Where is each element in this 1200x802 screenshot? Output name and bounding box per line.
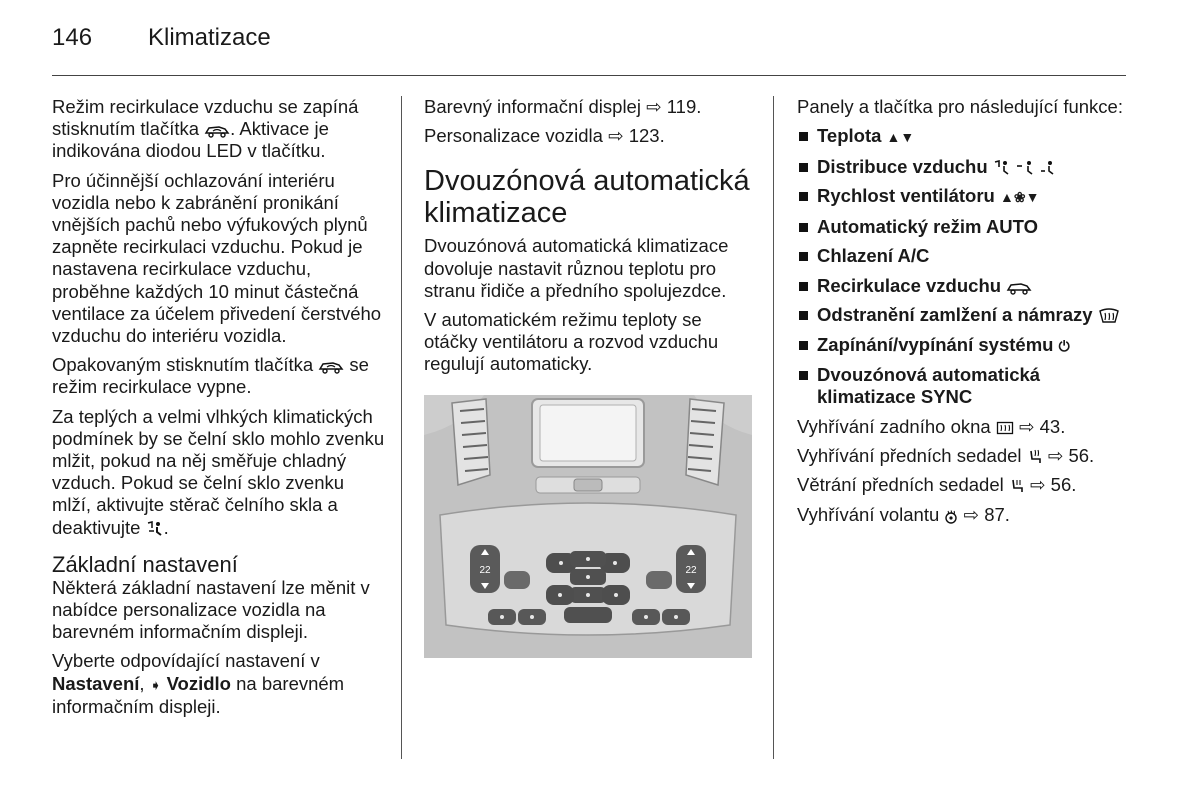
list-item-temperature: Teplota ▲▼ — [797, 125, 1127, 148]
column-divider-2 — [773, 96, 774, 759]
reference-rear-window-heating[interactable]: Vyhřívání zadního okna ⇨ 43. — [797, 415, 1066, 437]
menu-path-vehicle: Vozidlo — [166, 672, 231, 694]
paragraph-basic-settings: Některá základní nastavení lze měnit v nabídce personalizace vozidla na barevném informačním displeji. — [52, 576, 370, 643]
header-rule — [52, 75, 1126, 76]
page-ref-arrow-icon: ⇨ — [963, 503, 980, 525]
seat-ventilation-icon — [1009, 478, 1025, 494]
rear-window-heating-icon — [996, 421, 1014, 436]
page-ref-arrow-icon: ⇨ — [608, 125, 624, 147]
menu-path-settings: Nastavení — [52, 672, 140, 694]
page-ref-arrow-icon: ⇨ — [646, 96, 662, 117]
section-heading-dual-zone: Dvouzónová automatická klimatizace — [424, 165, 750, 230]
paragraph-fogging: Za teplých a velmi vlhkých klimatických podmínek by se čelní sklo mohlo zvenku mlžit, pokud na něj směřuje chladný vzduch. Pokud se čelní sklo zvenku mlží, aktivujte stěrač čelního skla a deaktivujte . — [52, 405, 385, 538]
climate-control-panel-illustration — [424, 395, 752, 658]
fan-speed-icon: ▲❀▼ — [999, 189, 1040, 206]
reference-steering-wheel-heating[interactable]: Vyhřívání volantu ⇨ 87. — [797, 503, 1010, 525]
reference-seat-ventilation[interactable]: Větrání předních sedadel ⇨ 56. — [797, 474, 1077, 496]
paragraph-recirculation-off: Opakovaným stisknutím tlačítka se režim recirkulace vypne. — [52, 354, 369, 398]
list-item-air-distribution: Distribuce vzduchu — [797, 156, 1127, 178]
list-item-power: Zapínání/vypínání systému ⏻ — [797, 334, 1127, 357]
paragraph-recirculation-info: Pro účinnější ochlazování interiéru vozidla nebo k zabránění pronikání vnějších pachů nebo výfukových plynů zapněte recirkulaci vzduchu. Pokud je nastavena recirkulace vzduchu, proběhne každých 10 minut částečná ventilace za účelem přivedení čerstvého vzduchu do interiéru vozidla. — [52, 169, 382, 347]
reference-color-display[interactable]: Barevný informační displej ⇨ 119. — [424, 96, 702, 117]
column-1 — [52, 96, 388, 725]
section-heading-basic-settings: Základní nastavení — [52, 551, 238, 577]
list-item-recirculation: Recirkulace vzduchu — [797, 275, 1127, 297]
page-ref-arrow-icon: ⇨ — [1018, 415, 1035, 437]
up-down-arrows-icon: ▲▼ — [886, 129, 915, 146]
paragraph-recirculation-on: Režim recirkulace vzduchu se zapíná stisknutím tlačítka . Aktivace je indikována diodou LED v tlačítku. — [52, 96, 359, 162]
page-number: 146 — [52, 24, 93, 51]
recirculation-icon — [1006, 281, 1032, 295]
column-2 — [424, 96, 760, 663]
list-item-sync: Dvouzónová automatická klimatizace SYNC — [797, 364, 1127, 408]
page-ref-arrow-icon: ⇨ — [1030, 474, 1046, 496]
air-distribution-icon — [993, 160, 1055, 176]
steering-wheel-heating-icon — [944, 510, 958, 524]
function-list — [797, 125, 1127, 408]
power-icon: ⏻ — [1058, 337, 1070, 354]
reference-vehicle-personalization[interactable]: Personalizace vozidla ⇨ 123. — [424, 125, 665, 147]
airflow-windshield-icon — [146, 521, 164, 537]
menu-arrow-icon: ➧ — [149, 676, 162, 693]
paragraph-panel-intro: Panely a tlačítka pro následující funkce: — [797, 96, 1123, 117]
paragraph-dual-zone: Dvouzónová automatická klimatizace dovoluje nastavit různou teplotu pro stranu řidiče a předního spolujezdce. — [424, 235, 729, 301]
page-title: Klimatizace — [148, 24, 271, 51]
list-item-defrost: Odstranění zamlžení a námrazy — [797, 304, 1127, 326]
list-item-auto-mode: Automatický režim AUTO — [797, 216, 1127, 238]
defrost-icon — [1098, 308, 1120, 324]
recirculation-icon — [318, 360, 344, 374]
column-divider-1 — [401, 96, 402, 759]
list-item-cooling: Chlazení A/C — [797, 245, 1127, 267]
list-item-fan-speed: Rychlost ventilátoru ▲❀▼ — [797, 185, 1127, 208]
svg-text:22: 22 — [685, 564, 697, 576]
svg-text:22: 22 — [479, 564, 491, 576]
recirculation-icon — [204, 124, 230, 138]
paragraph-select-settings: Vyberte odpovídající nastavení v Nastavení, ➧ Vozidlo na barevném informačním displeji. — [52, 650, 345, 717]
page-header — [52, 24, 271, 52]
seat-heating-icon — [1027, 449, 1043, 465]
column-3 — [797, 96, 1127, 533]
page-ref-arrow-icon: ⇨ — [1047, 445, 1064, 467]
reference-seat-heating[interactable]: Vyhřívání předních sedadel ⇨ 56. — [797, 445, 1095, 467]
paragraph-auto-mode: V automatickém režimu teploty se otáčky ventilátoru a rozvod vzduchu regulují automaticky. — [424, 309, 719, 375]
